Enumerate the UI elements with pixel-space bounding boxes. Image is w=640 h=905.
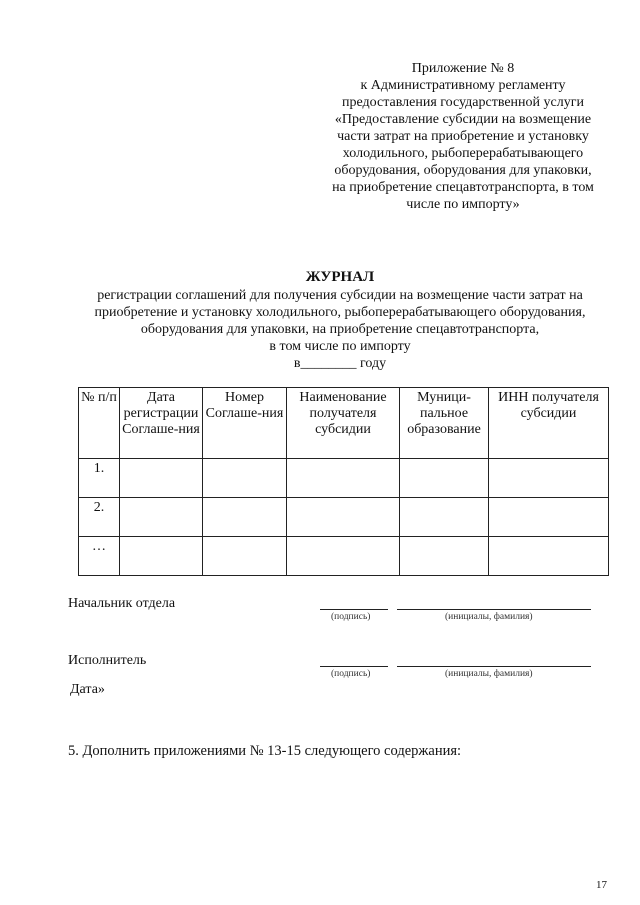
table-cell	[400, 498, 489, 537]
annex-line: части затрат на приобретение и установку	[337, 129, 589, 144]
annex-line: на приобретение спецавтотранспорта, в том	[332, 180, 594, 195]
table-cell	[203, 459, 287, 498]
name-line	[397, 666, 591, 667]
table-cell	[120, 459, 203, 498]
table-row	[79, 498, 609, 537]
journal-subtitle-line: оборудования для упаковки, на приобретение спецавтотранспорта,	[140, 322, 540, 337]
table-row	[79, 459, 609, 498]
page-number: 17	[596, 879, 607, 891]
table-cell	[287, 498, 400, 537]
signature-hint: (подпись)	[331, 612, 371, 622]
annex-line: Приложение № 8	[411, 61, 515, 76]
header-recipient-name: Наименование получателя субсидии	[287, 388, 400, 459]
signature-line	[320, 609, 388, 610]
header-agreement-number: Номер Соглаше-ния	[203, 388, 287, 459]
annex-header	[318, 60, 608, 213]
table-cell	[489, 498, 609, 537]
table-cell	[287, 537, 400, 576]
header-number: № п/п	[79, 388, 120, 459]
signature-hint: (подпись)	[331, 669, 371, 679]
date-label: Дата»	[70, 682, 105, 697]
table-cell	[400, 459, 489, 498]
annex-line: предоставления государственной услуги	[342, 95, 584, 110]
table-cell	[489, 537, 609, 576]
table-cell: 2.	[79, 498, 120, 537]
header-inn: ИНН получателя субсидии	[489, 388, 609, 459]
name-line	[397, 609, 591, 610]
journal-year-line: в________ году	[293, 356, 387, 371]
closing-paragraph: 5. Дополнить приложениями № 13-15 следующего содержания:	[68, 743, 462, 759]
journal-subtitle-line: регистрации соглашений для получения субсидии на возмещение части затрат на	[97, 288, 583, 303]
annex-line: к Административному регламенту	[360, 78, 566, 93]
header-municipality: Муници-пальное образование	[400, 388, 489, 459]
table-cell: 1.	[79, 459, 120, 498]
journal-subtitle	[40, 287, 640, 372]
registration-table	[78, 387, 609, 576]
journal-subtitle-line: в том числе по импорту	[269, 339, 411, 354]
table-cell	[489, 459, 609, 498]
journal-title: ЖУРНАЛ	[305, 269, 375, 285]
executor-label: Исполнитель	[68, 653, 147, 668]
table-cell	[203, 498, 287, 537]
journal-subtitle-line: приобретение и установку холодильного, рыбоперерабатывающего оборудования,	[94, 305, 586, 320]
table-row	[79, 537, 609, 576]
annex-line: холодильного, рыбоперерабатывающего	[342, 146, 584, 161]
table-cell	[120, 537, 203, 576]
annex-line: оборудования, оборудования для упаковки,	[334, 163, 592, 178]
header-registration-date: Дата регистрации Соглаше-ния	[120, 388, 203, 459]
name-hint: (инициалы, фамилия)	[445, 669, 533, 679]
annex-line: числе по импорту»	[406, 197, 520, 212]
table-cell	[287, 459, 400, 498]
table-cell	[400, 537, 489, 576]
table-cell	[120, 498, 203, 537]
table-cell: …	[79, 537, 120, 576]
table-header-row	[79, 388, 609, 459]
head-of-department-label: Начальник отдела	[68, 596, 176, 611]
table-cell	[203, 537, 287, 576]
name-hint: (инициалы, фамилия)	[445, 612, 533, 622]
annex-line: «Предоставление субсидии на возмещение	[334, 112, 592, 127]
signature-line	[320, 666, 388, 667]
